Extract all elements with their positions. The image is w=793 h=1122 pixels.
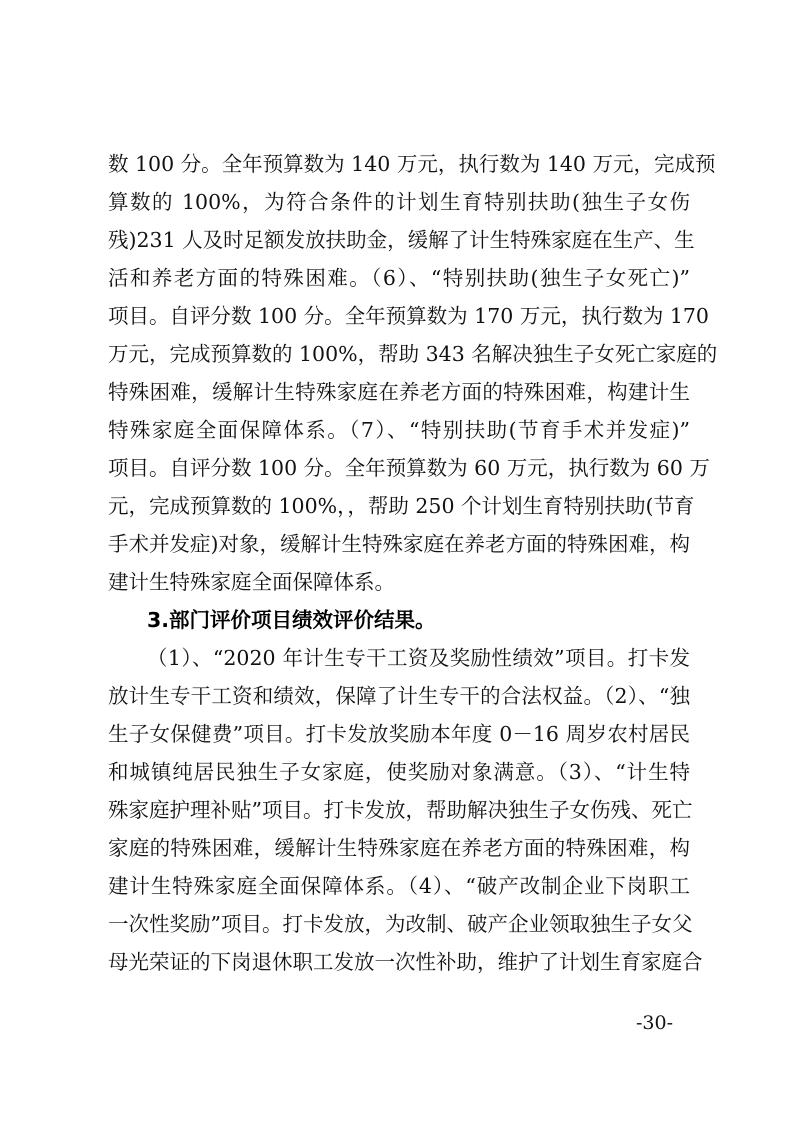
paragraph-line: 特殊困难，缓解计生特殊家庭在养老方面的特殊困难，构建计生 xyxy=(108,380,690,404)
paragraph-line: 算数的 100%，为符合条件的计划生育特别扶助(独生子女伤 xyxy=(108,190,690,214)
paragraph-line: 残)231 人及时足额发放扶助金，缓解了计生特殊家庭在生产、生 xyxy=(108,228,695,252)
paragraph-line: 活和养老方面的特殊困难。（6）、“特别扶助(独生子女死亡)” xyxy=(108,266,690,290)
paragraph-line: 手术并发症)对象，缓解计生特殊家庭在养老方面的特殊困难，构 xyxy=(108,532,690,556)
paragraph-line: 元，完成预算数的 100%，，帮助 250 个计划生育特别扶助(节育 xyxy=(108,494,695,518)
paragraph-line: （1）、“2020 年计生专干工资及奖励性绩效”项目。打卡发 xyxy=(147,646,690,670)
paragraph-line: 项目。自评分数 100 分。全年预算数为 60 万元，执行数为 60 万 xyxy=(108,456,710,480)
section-heading: 3.部门评价项目绩效评价结果。 xyxy=(147,608,436,632)
paragraph-line: 放计生专干工资和绩效，保障了计生专干的合法权益。（2）、“独 xyxy=(108,684,690,708)
paragraph-line: 和城镇纯居民独生子女家庭，使奖励对象满意。（3）、“计生特 xyxy=(108,760,690,784)
paragraph-line: 母光荣证的下岗退休职工发放一次性补助，维护了计划生育家庭合 xyxy=(108,950,703,974)
paragraph-line: 特殊家庭全面保障体系。（7）、“特别扶助(节育手术并发症)” xyxy=(108,418,690,442)
paragraph-line: 家庭的特殊困难，缓解计生特殊家庭在养老方面的特殊困难，构 xyxy=(108,836,690,860)
paragraph-line: 数 100 分。全年预算数为 140 万元，执行数为 140 万元，完成预 xyxy=(108,152,716,176)
paragraph-line: 建计生特殊家庭全面保障体系。 xyxy=(108,570,395,594)
paragraph-line: 项目。自评分数 100 分。全年预算数为 170 万元，执行数为 170 xyxy=(108,304,709,328)
paragraph-line: 建计生特殊家庭全面保障体系。（4）、“破产改制企业下岗职工 xyxy=(108,874,690,898)
paragraph-line: 一次性奖励”项目。打卡发放，为改制、破产企业领取独生子女父 xyxy=(108,912,693,936)
paragraph-line: 殊家庭护理补贴”项目。打卡发放，帮助解决独生子女伤残、死亡 xyxy=(108,798,693,822)
paragraph-line: 万元，完成预算数的 100%，帮助 343 名解决独生子女死亡家庭的 xyxy=(108,342,718,366)
page-number: -30- xyxy=(636,1012,674,1034)
paragraph-line: 生子女保健费”项目。打卡发放奖励本年度 0－16 周岁农村居民 xyxy=(108,722,690,746)
